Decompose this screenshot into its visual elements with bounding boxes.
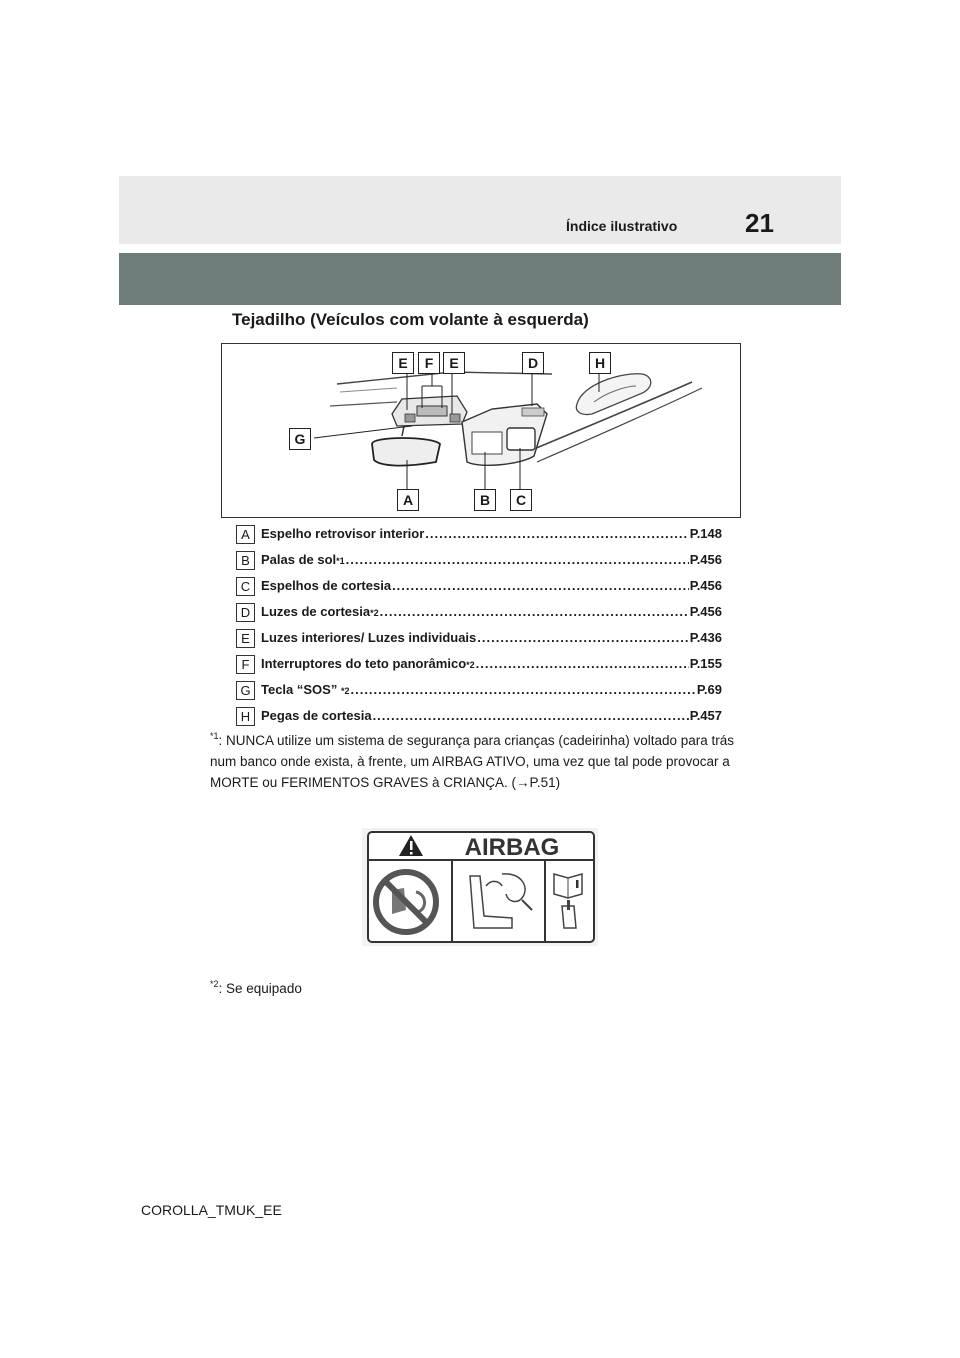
item-key: C: [236, 577, 255, 596]
airbag-warning-label: [362, 828, 598, 946]
dot-leader: [373, 708, 689, 723]
item-key: G: [236, 681, 255, 700]
footnote-2-text: : Se equipado: [218, 981, 302, 996]
item-label: Palas de sol: [261, 552, 337, 567]
dot-leader: [392, 578, 689, 593]
list-item-c: [236, 577, 724, 597]
section-title: Tejadilho (Veículos com volante à esquerda): [232, 310, 589, 329]
page-number: 21: [745, 208, 774, 238]
dot-leader: [380, 604, 689, 619]
item-page-ref[interactable]: P.155: [689, 656, 722, 671]
header-band: [119, 176, 841, 244]
footnote-1-mark: *1: [210, 731, 219, 741]
list-item-a: [236, 525, 724, 545]
footer-model-code: COROLLA_TMUK_EE: [141, 1202, 282, 1218]
footnote-1: [210, 730, 745, 793]
callout-f: F: [418, 352, 440, 374]
item-label: Espelho retrovisor interior: [261, 526, 425, 541]
item-page-ref[interactable]: P.456: [689, 604, 722, 619]
item-page-ref[interactable]: P.457: [689, 708, 722, 723]
list-item-g: G Tecla “SOS” *2 ..... P.69: [236, 681, 724, 701]
item-page-ref[interactable]: P.436: [689, 630, 722, 645]
item-key: H: [236, 707, 255, 726]
item-key: D: [236, 603, 255, 622]
callout-b: B: [474, 489, 496, 511]
item-label: Luzes interiores/ Luzes individuais: [261, 630, 477, 645]
list-item-e: [236, 629, 724, 649]
dot-leader: [350, 682, 695, 697]
callout-a: A: [397, 489, 419, 511]
airbag-label-text: AIRBAG: [464, 834, 560, 861]
item-key: A: [236, 525, 255, 544]
item-key: E: [236, 629, 255, 648]
header-section-title: Índice ilustrativo: [566, 218, 678, 234]
list-item-h: [236, 707, 724, 727]
item-label: Pegas de cortesia: [261, 708, 372, 723]
dot-leader: [425, 526, 688, 541]
footnote-2: [210, 978, 302, 999]
callout-e-left: E: [392, 352, 414, 374]
item-page-ref[interactable]: P.456: [689, 578, 722, 593]
item-key: F: [236, 655, 255, 674]
item-label: Tecla “SOS”: [261, 682, 341, 697]
list-item-d: D Luzes de cortesia *2 ..... P.456: [236, 603, 724, 623]
item-page-ref[interactable]: P.148: [689, 526, 722, 541]
callout-h: H: [589, 352, 611, 374]
no-child-seat-icon: [376, 872, 436, 932]
section-bar: [119, 253, 841, 305]
footnote-1-text: : NUNCA utilize um sistema de segurança para crianças (cadeirinha) voltado para trás num banco onde exista, à frente, um AIRBAG ATIVO, uma vez que tal pode provocar a MORTE ou FERIMENTOS GRAVES à CRIANÇA. (→P.51): [210, 733, 735, 790]
dot-leader: [346, 552, 689, 567]
item-page-ref[interactable]: P.69: [696, 682, 722, 697]
callout-c: C: [510, 489, 532, 511]
item-label: Espelhos de cortesia: [261, 578, 392, 593]
callout-g: G: [289, 428, 311, 450]
dot-leader: [476, 656, 689, 671]
dot-leader: [477, 630, 688, 645]
item-key: B: [236, 551, 255, 570]
footnote-2-mark: *2: [210, 979, 219, 989]
item-label: Interruptores do teto panorâmico: [261, 656, 467, 671]
callout-e-right: E: [443, 352, 465, 374]
item-label: Luzes de cortesia: [261, 604, 371, 619]
callout-d: D: [522, 352, 544, 374]
list-item-b: B Palas de sol *1 ..... P.456: [236, 551, 724, 571]
item-page-ref[interactable]: P.456: [689, 552, 722, 567]
airbag-label-art: [362, 828, 598, 946]
list-item-f: F Interruptores do teto panorâmico *2 ..... P.155: [236, 655, 724, 675]
roof-console-illustration: [221, 343, 741, 518]
